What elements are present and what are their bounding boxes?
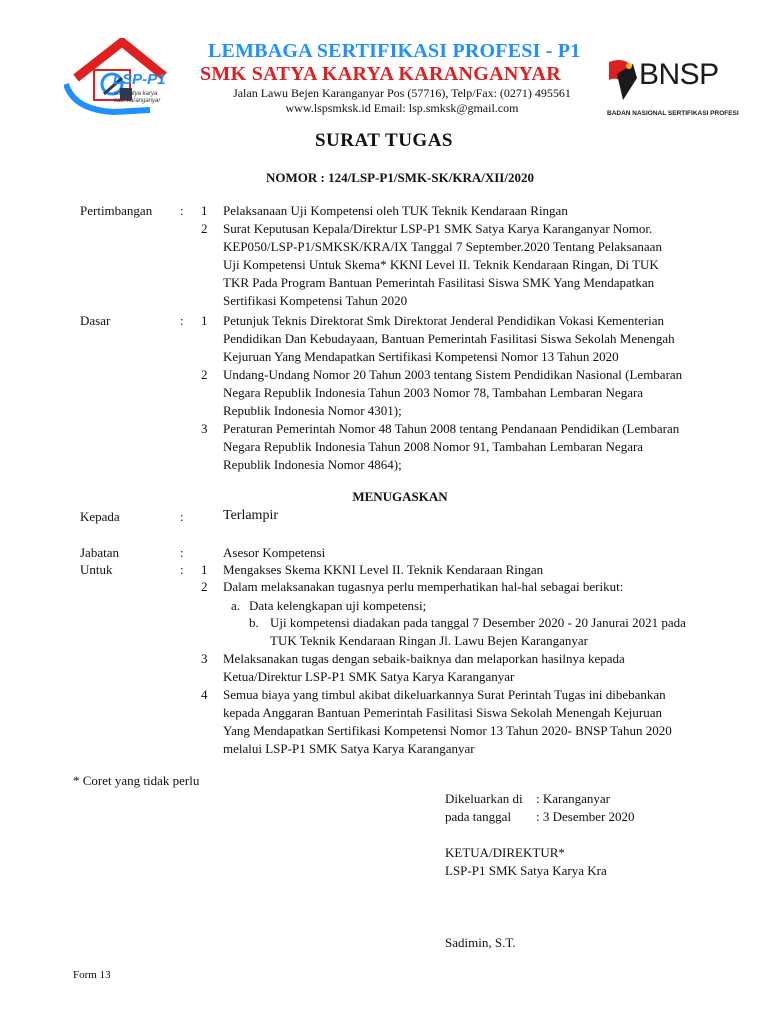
untuk-item-4-line-2: kepada Anggaran Bantuan Pemerintah Fasilitasi Siswa Sekolah Menengah Kejuruan <box>223 705 663 720</box>
pertimbangan-item-1: Pelaksanaan Uji Kompetensi oleh TUK Teknik Kendaraan Ringan <box>223 203 568 218</box>
header-address: Jalan Lawu Bejen Karanganyar Pos (57716), Telp/Fax: (0271) 495561 <box>233 86 571 100</box>
untuk-num-2: 2 <box>201 579 208 594</box>
signer-role: KETUA/DIREKTUR* <box>445 845 565 860</box>
untuk-num-4: 4 <box>201 687 208 702</box>
untuk-item-3-line-1: Melaksanakan tugas dengan sebaik-baiknya dan melaporkan hasilnya kepada <box>223 651 625 666</box>
jabatan-value: Asesor Kompetensi <box>223 545 326 560</box>
issued-at-label: Dikeluarkan di <box>445 791 523 806</box>
pertimbangan-item-2-line-3: Uji Kompetensi Untuk Skema* KKNI Level II. Teknik Kendaraan Ringan, Di TUK <box>223 257 659 272</box>
kepada-colon: : <box>180 509 184 524</box>
dasar-num-1: 1 <box>201 313 208 328</box>
dasar-item-2-line-2: Negara Republik Indonesia Tahun 2003 Nomor 78, Tambahan Lembaran Negara <box>223 385 644 400</box>
untuk-item-3-line-2: Ketua/Direktur LSP-P1 SMK Satya Karya Karanganyar <box>223 669 515 684</box>
untuk-sub-a-text: Data kelengkapan uji kompetensi; <box>249 598 427 613</box>
dasar-num-2: 2 <box>201 367 208 382</box>
bnsp-logo-subtitle: BADAN NASIONAL SERTIFIKASI PROFESI <box>607 110 739 117</box>
signer-organization: LSP-P1 SMK Satya Karya Kra <box>445 863 607 878</box>
untuk-colon: : <box>180 562 184 577</box>
dasar-num-3: 3 <box>201 421 208 436</box>
dasar-item-2-line-1: Undang-Undang Nomor 20 Tahun 2003 tentang Sistem Pendidikan Nasional (Lembaran <box>223 367 683 382</box>
pertimbangan-num-1: 1 <box>201 203 208 218</box>
dasar-item-1-line-1: Petunjuk Teknis Direktorat Smk Direktorat Jenderal Pendidikan Vokasi Kementerian <box>223 313 665 328</box>
untuk-item-1: Mengakses Skema KKNI Level II. Teknik Kendaraan Ringan <box>223 562 544 577</box>
form-label: Form 13 <box>73 969 111 981</box>
dasar-label: Dasar <box>80 313 111 328</box>
pertimbangan-item-2-line-4: TKR Pada Program Bantuan Pemerintah Fasilitasi Siswa SMK Yang Mendapatkan <box>223 275 655 290</box>
bnsp-emblem-icon <box>603 54 643 104</box>
dasar-item-2-line-3: Republik Indonesia Nomor 4301); <box>223 403 402 418</box>
bnsp-logo <box>603 52 743 122</box>
untuk-item-4-line-3: Yang Mendapatkan Sertifikasi Kompetensi Nomor 13 Tahun 2020- BNSP Tahun 2020 <box>223 723 672 738</box>
issued-at-value: : Karanganyar <box>536 791 610 806</box>
kepada-label: Kepada <box>80 509 120 524</box>
pertimbangan-item-2-line-5: Sertifikasi Kompetensi Tahun 2020 <box>223 293 408 308</box>
jabatan-label: Jabatan <box>80 545 119 560</box>
untuk-sub-a-label: a. <box>231 598 241 613</box>
header-title-school: SMK SATYA KARYA KARANGANYAR <box>200 63 561 85</box>
header-title-lsp: LEMBAGA SERTIFIKASI PROFESI - P1 <box>208 40 581 62</box>
lsp-logo-tagline-1: smk satya karya <box>114 91 158 97</box>
untuk-sub-b-line-1: Uji kompetensi diadakan pada tanggal 7 Desember 2020 - 20 Janurai 2021 pada <box>270 615 686 630</box>
lsp-logo-text: LSP-P1 <box>113 71 166 88</box>
untuk-item-2: Dalam melaksanakan tugasnya perlu memperhatikan hal-hal sebagai berikut: <box>223 579 624 594</box>
pertimbangan-label: Pertimbangan <box>80 203 153 218</box>
pertimbangan-num-2: 2 <box>201 221 208 236</box>
issued-date-value: : 3 Desember 2020 <box>536 809 635 824</box>
untuk-sub-b-label: b. <box>249 615 259 630</box>
jabatan-colon: : <box>180 545 184 560</box>
dasar-colon: : <box>180 313 184 328</box>
dasar-item-1-line-2: Pendidikan Dan Kebudayaan, Bantuan Pemerintah Fasilitasi Siswa Sekolah Menengah <box>223 331 675 346</box>
untuk-item-4-line-1: Semua biaya yang timbul akibat dikeluarkannya Surat Perintah Tugas ini dibebankan <box>223 687 666 702</box>
document-title: SURAT TUGAS <box>314 130 454 151</box>
dasar-item-1-line-3: Kejuruan Yang Mendapatkan Sertifikasi Kompetensi Nomor 13 Tahun 2020 <box>223 349 619 364</box>
dasar-item-3-line-1: Peraturan Pemerintah Nomor 48 Tahun 2008 tentang Pendanaan Pendidikan (Lembaran <box>223 421 680 436</box>
document-number: NOMOR : 124/LSP-P1/SMK-SK/KRA/XII/2020 <box>266 170 534 185</box>
pertimbangan-colon: : <box>180 203 184 218</box>
pertimbangan-item-2-line-2: KEP050/LSP-P1/SMKSK/KRA/IX Tanggal 7 September.2020 Tentang Pelaksanaan <box>223 239 662 254</box>
bnsp-logo-text: BNSP <box>639 58 719 91</box>
kepada-value: Terlampir <box>223 508 278 523</box>
untuk-num-3: 3 <box>201 651 208 666</box>
menugaskan-heading: MENUGASKAN <box>352 489 448 504</box>
signer-name: Sadimin, S.T. <box>445 935 516 950</box>
untuk-sub-b-line-2: TUK Teknik Kendaraan Ringan Jl. Lawu Bejen Karanganyar <box>270 633 588 648</box>
pertimbangan-item-2-line-1: Surat Keputusan Kepala/Direktur LSP-P1 SMK Satya Karya Karanganyar Nomor. <box>223 221 653 236</box>
lsp-logo-tagline-2: kab. karanganyar <box>114 98 161 104</box>
dasar-item-3-line-3: Republik Indonesia Nomor 4864); <box>223 457 402 472</box>
dasar-item-3-line-2: Negara Republik Indonesia Tahun 2008 Nomor 91, Tambahan Lembaran Negara <box>223 439 644 454</box>
untuk-item-4-line-4: melalui LSP-P1 SMK Satya Karya Karanganyar <box>223 741 475 756</box>
untuk-num-1: 1 <box>201 562 208 577</box>
issued-date-label: pada tanggal <box>445 809 512 824</box>
footnote: * Coret yang tidak perlu <box>73 773 200 788</box>
untuk-label: Untuk <box>80 562 113 577</box>
header-web-email: www.lspsmksk.id Email: lsp.smksk@gmail.com <box>285 101 519 115</box>
